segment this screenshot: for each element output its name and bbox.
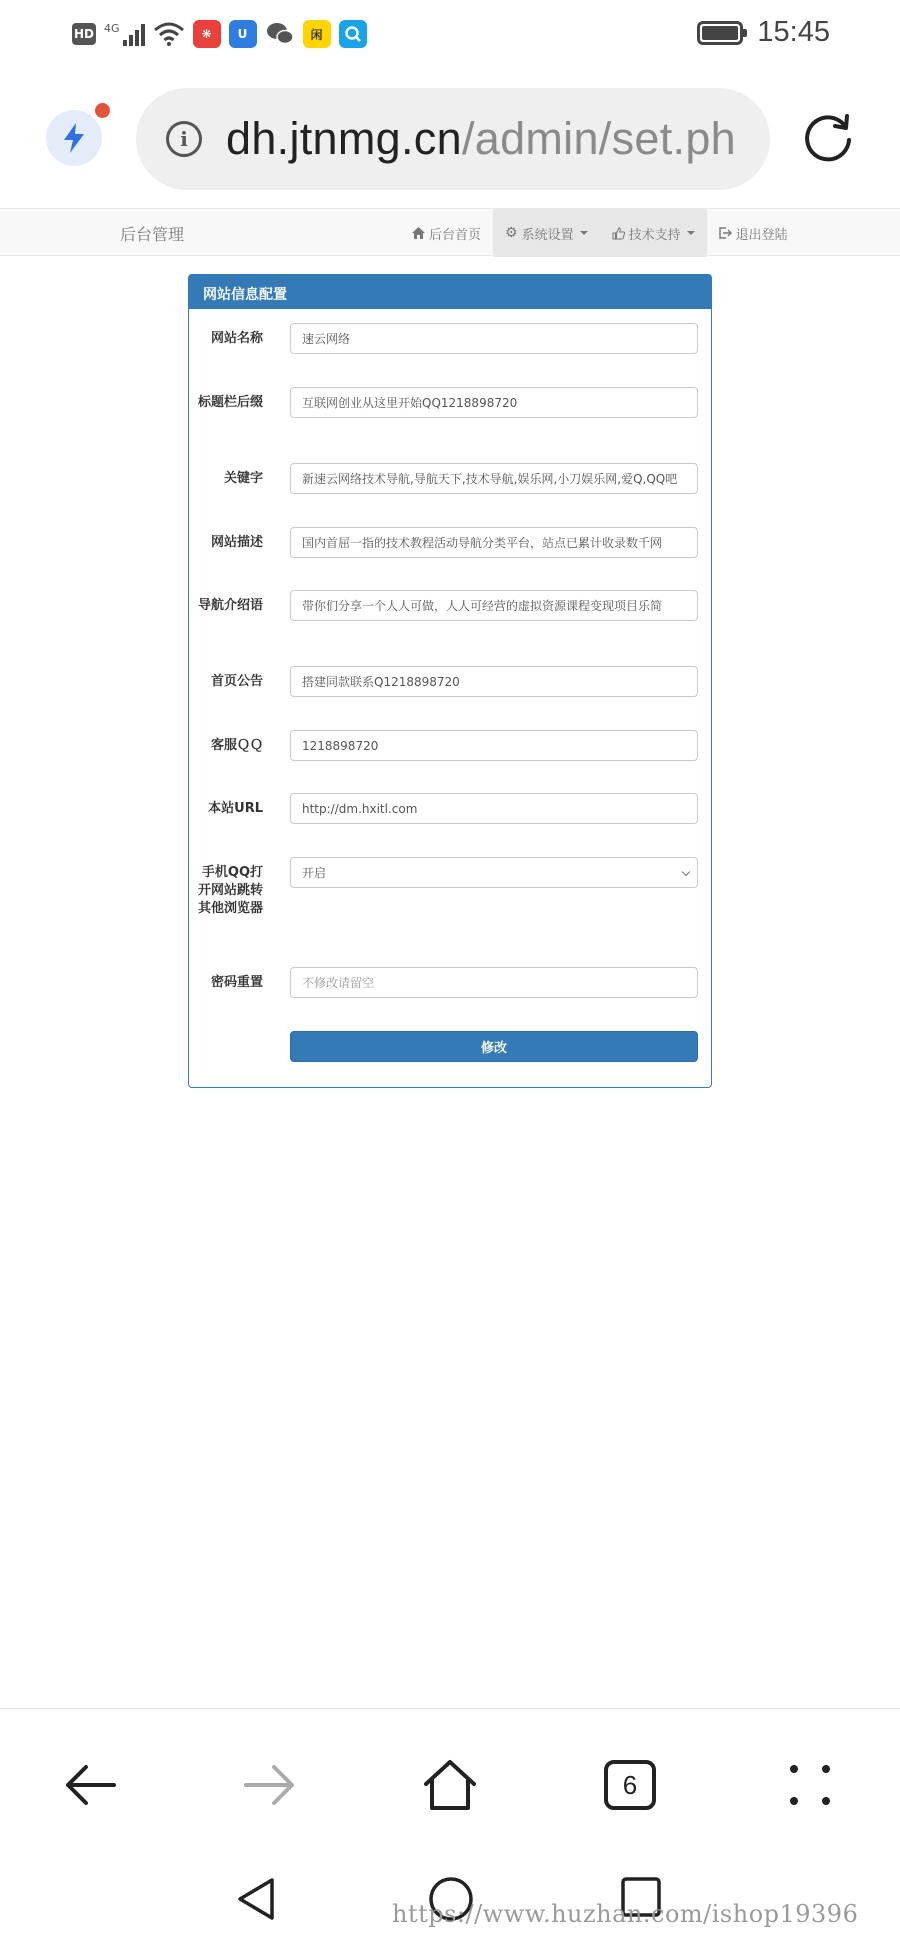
home-button[interactable]: [405, 1753, 495, 1817]
select-value: 开启: [302, 866, 327, 880]
gear-icon: ⚙: [505, 225, 518, 241]
field-label: 密码重置: [210, 975, 263, 990]
field-label: 关键字: [223, 471, 263, 486]
caret-down-icon: [687, 231, 695, 235]
chevron-down-icon: [682, 868, 690, 876]
nav-item-label: 系统设置: [521, 227, 574, 243]
reload-icon[interactable]: [800, 112, 856, 168]
clock: 15:45: [757, 16, 830, 48]
logout-icon: [719, 227, 732, 239]
search-app-icon: [339, 20, 367, 48]
site-config-panel: [188, 274, 712, 1088]
site-name-input[interactable]: 速云网络: [290, 323, 698, 354]
caret-down-icon: [580, 231, 588, 235]
announcement-input[interactable]: 搭建同款联系Q1218898720: [290, 666, 698, 697]
home-icon: [422, 1758, 478, 1812]
watermark-text: https://www.huzhan.com/ishop19396: [392, 1900, 859, 1928]
bolt-button[interactable]: [46, 110, 102, 166]
menu-button[interactable]: [765, 1753, 855, 1817]
notification-dot: [95, 103, 110, 118]
forward-button[interactable]: [225, 1753, 315, 1817]
panel-title: 网站信息配置: [189, 275, 711, 309]
battery-icon: [697, 21, 743, 45]
description-input[interactable]: 国内首屈一指的技术教程活动导航分类平台，站点已累计收录数千网: [290, 527, 698, 558]
browser-address-bar: [0, 86, 900, 190]
support-qq-input[interactable]: 1218898720: [290, 730, 698, 761]
nav-item-home[interactable]: [400, 209, 493, 257]
admin-navbar: [0, 208, 900, 256]
nav-item-settings[interactable]: [493, 209, 600, 257]
qq-redirect-select[interactable]: [290, 857, 698, 888]
keywords-input[interactable]: 新速云网络技术导航,导航天下,技术导航,娱乐网,小刀娱乐网,爱Q,QQ吧: [290, 463, 698, 494]
submit-button[interactable]: 修改: [290, 1031, 698, 1062]
hd-icon: HD: [72, 23, 96, 45]
status-bar: [0, 0, 900, 70]
network-type-label: 4G: [104, 22, 120, 35]
nav-back-icon[interactable]: [236, 1876, 276, 1922]
nav-item-label: 退出登陆: [735, 227, 788, 243]
url-host: dh.jtnmg.cn: [226, 113, 462, 164]
arrow-left-icon: [62, 1762, 118, 1808]
nav-item-logout[interactable]: [707, 209, 800, 257]
menu-dots-icon: [788, 1763, 832, 1807]
tabs-button[interactable]: [585, 1753, 675, 1817]
nav-item-label: 技术支持: [628, 227, 681, 243]
url-field[interactable]: [136, 88, 770, 190]
nav-intro-input[interactable]: 带你们分享一个人人可做，人人可经营的虚拟资源课程变现项目乐简: [290, 590, 698, 621]
field-label: 首页公告: [210, 674, 263, 689]
uc-icon: U: [229, 20, 257, 48]
cellular-signal-icon: [104, 22, 145, 46]
field-label: 手机QQ打开网站跳转其他浏览器: [197, 865, 263, 916]
arrow-right-icon: [242, 1762, 298, 1808]
url-text: [226, 113, 736, 165]
title-suffix-input[interactable]: 互联网创业从这里开始QQ1218898720: [290, 387, 698, 418]
browser-toolbar: [0, 1708, 900, 1852]
field-label: 客服ＱＱ: [210, 738, 263, 753]
back-button[interactable]: [45, 1753, 135, 1817]
wechat-icon: [265, 21, 295, 47]
wifi-icon: [153, 21, 185, 47]
redbook-icon: ❋: [193, 20, 221, 48]
password-reset-input[interactable]: 不修改请留空: [290, 967, 698, 998]
lightning-icon: [61, 122, 87, 154]
field-label: 网站名称: [210, 331, 263, 346]
navbar-brand[interactable]: 后台管理: [120, 225, 185, 244]
tabs-count-icon: 6: [604, 1760, 656, 1810]
field-label: 导航介绍语: [197, 598, 263, 613]
field-label: 本站URL: [208, 801, 263, 816]
url-path: /admin/set.ph: [461, 113, 736, 164]
info-icon[interactable]: i: [166, 121, 202, 157]
field-label: 标题栏后缀: [197, 395, 263, 410]
field-label: 网站描述: [210, 535, 263, 550]
nav-item-label: 后台首页: [429, 227, 482, 243]
site-url-input[interactable]: http://dm.hxitl.com: [290, 793, 698, 824]
xianyu-icon: 闲: [303, 20, 331, 48]
nav-item-support[interactable]: [600, 209, 707, 257]
thumbs-up-icon: [612, 227, 625, 240]
home-icon: [412, 227, 425, 239]
